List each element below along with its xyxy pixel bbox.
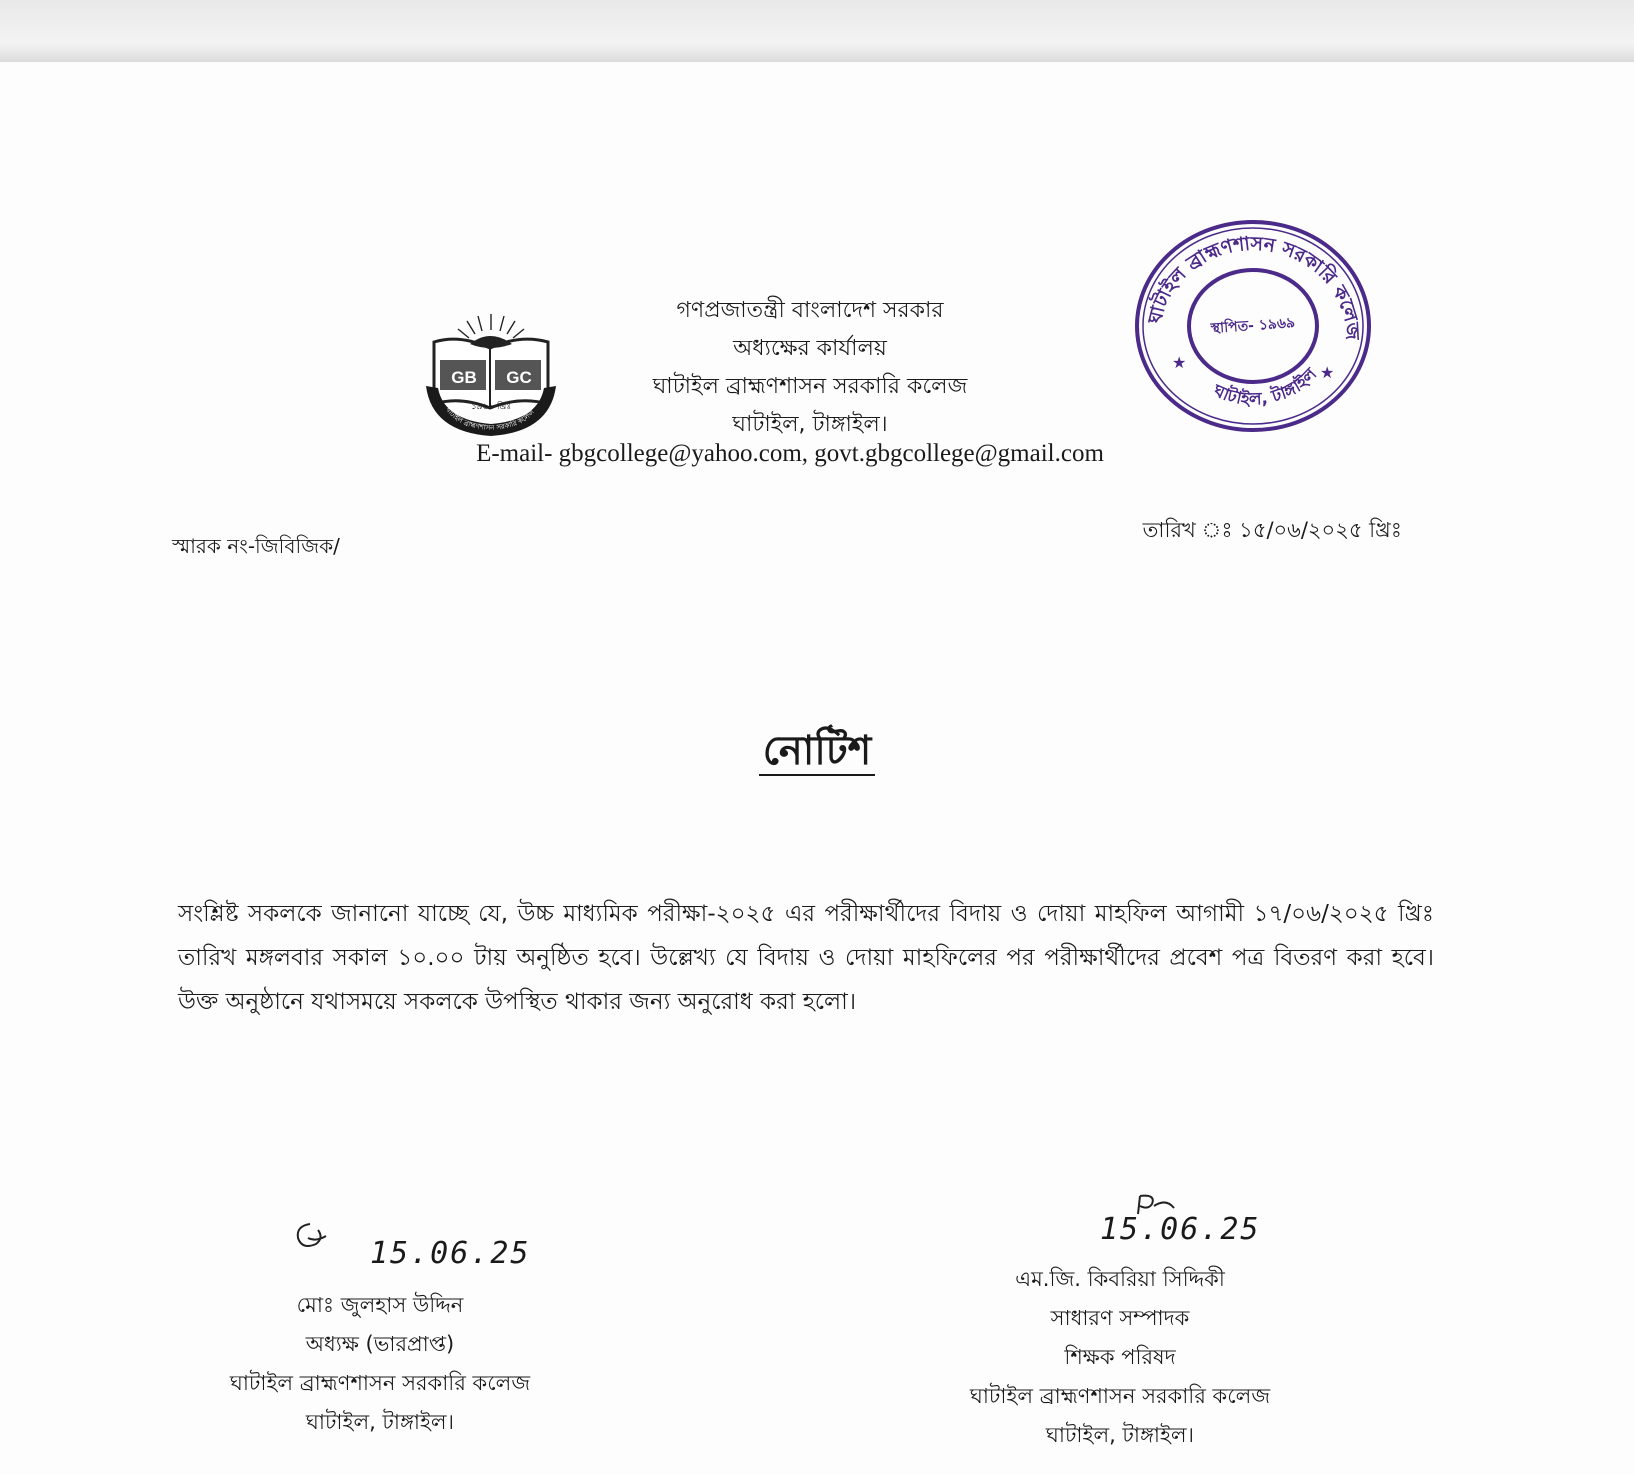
college-logo (420, 308, 562, 440)
header-email: E-mail- gbgcollege@yahoo.com, govt.gbgcollege@gmail.com (476, 440, 1104, 467)
notice-title: নোটিশ (759, 728, 876, 776)
signatory-institution: ঘাটাইল ব্রাহ্মণশাসন সরকারি কলেজ (969, 1384, 1271, 1408)
signature-date: 15.06.25 (370, 1236, 531, 1271)
signatory-title: সাধারণ সম্পাদক (1050, 1306, 1190, 1330)
logo-ring-text: ঘাটাইল ব্রাহ্মণশাসন সরকারি কলেজ (444, 405, 536, 433)
signatory-institution: ঘাটাইল ব্রাহ্মণশাসন সরকারি কলেজ (229, 1371, 531, 1395)
svg-text:★: ★ (1320, 363, 1335, 382)
signatory-name: এম.জি. কিবরিয়া সিদ্দিকী (1015, 1267, 1225, 1291)
seal-center-text: স্থাপিত- ১৯৬৯ (1210, 315, 1296, 337)
header-office: অধ্যক্ষের কার্যালয় (733, 336, 887, 361)
notice-date: তারিখ ঃ ১৫/০৬/২০২৫ খ্রিঃ (1142, 518, 1402, 542)
header-college: ঘাটাইল ব্রাহ্মণশাসন সরকারি কলেজ (652, 374, 968, 399)
memo-number: স্মারক নং-জিবিজিক/ (172, 534, 340, 558)
college-seal (1132, 218, 1374, 434)
signatory-location: ঘাটাইল, টাঙ্গাইল। (1045, 1423, 1195, 1447)
signatory-location: ঘাটাইল, টাঙ্গাইল। (305, 1410, 455, 1434)
signature-block-principal (190, 1216, 570, 1442)
signatory-name: মোঃ জুলহাস উদ্দিন (296, 1293, 464, 1317)
svg-text:ঘাটাইল, টাঙ্গাইল (1209, 364, 1322, 410)
handwritten-signature (930, 1190, 1310, 1260)
logo-letters-gc: GC (506, 368, 532, 387)
notice-heading (0, 726, 1634, 776)
notice-body: সংশ্লিষ্ট সকলকে জানানো যাচ্ছে যে, উচ্চ মাধ্যমিক পরীক্ষা-২০২৫ এর পরীক্ষার্থীদের বিদায় ও দোয়া মাহফিল আগামী ১৭/০৬/২০২৫ খ্রিঃ তারিখ মঙ্গলবার সকাল ১০.০০ টায় অনুষ্ঠিত হবে। উল্লেখ্য যে বিদায় ও দোয়া মাহফিলের পর পরীক্ষার্থীদের প্রবেশ পত্র বিতরণ করা হবে। উক্ত অনুষ্ঠানে যথাসময়ে সকলকে উপস্থিত থাকার জন্য অনুরোধ করা হলো। (178, 901, 1434, 1015)
logo-letters-gb: GB (451, 368, 477, 387)
svg-text:★: ★ (1172, 353, 1187, 372)
header-location: ঘাটাইল, টাঙ্গাইল। (732, 412, 888, 437)
letterhead (580, 292, 1040, 444)
logo-year: ১৯৬৯ খ্রিঃ (470, 402, 512, 412)
seal-ring-text: ঘাটাইল ব্রাহ্মণশাসন সরকারি কলেজ (1143, 232, 1364, 341)
signatory-title: অধ্যক্ষ (ভারপ্রাপ্ত) (305, 1332, 455, 1356)
signatory-department: শিক্ষক পরিষদ (1064, 1345, 1176, 1369)
header-government: গণপ্রজাতন্ত্রী বাংলাদেশ সরকার (676, 298, 944, 323)
signature-block-secretary (930, 1190, 1310, 1455)
scanner-edge (0, 0, 1634, 63)
signature-date: 15.06.25 (1100, 1212, 1261, 1247)
seal-bottom-text: ঘাটাইল, টাঙ্গাইল (1210, 364, 1322, 410)
handwritten-signature (190, 1216, 570, 1286)
